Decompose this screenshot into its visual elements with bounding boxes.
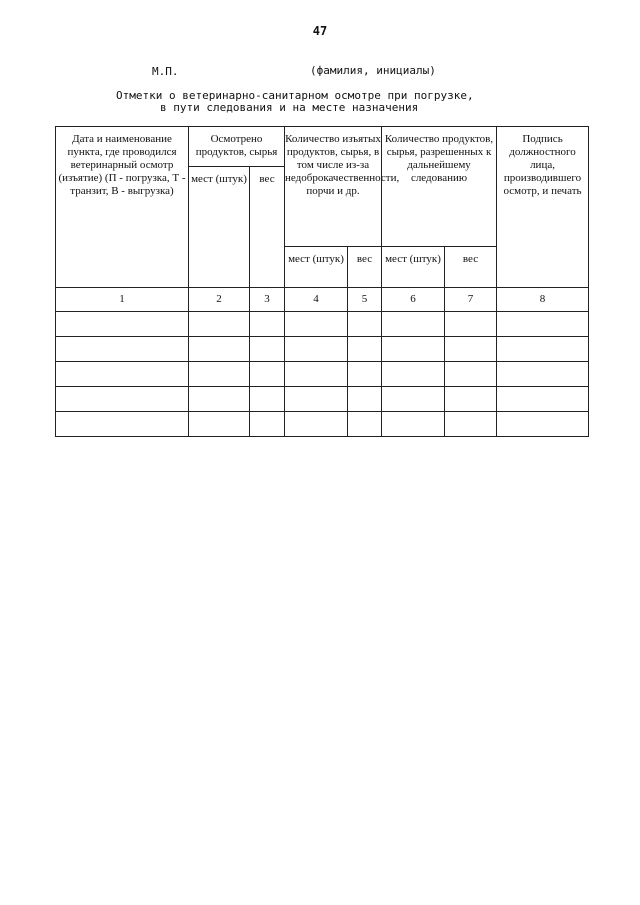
inspection-table xyxy=(55,126,589,437)
table-row xyxy=(56,411,589,436)
column-number: 3 xyxy=(250,287,285,311)
page-number: 47 xyxy=(312,24,328,38)
table-cell xyxy=(445,386,497,411)
table-cell xyxy=(497,386,589,411)
table-cell xyxy=(497,336,589,361)
table-cell xyxy=(285,361,348,386)
column-number: 7 xyxy=(445,287,497,311)
table-cell xyxy=(189,411,250,436)
column-number: 1 xyxy=(56,287,189,311)
header-inspected-places: мест (штук) xyxy=(189,167,250,287)
table-cell xyxy=(285,311,348,336)
header-signature: Подпись должностного лица, производившего осмотр, и печать xyxy=(497,127,589,288)
table-cell xyxy=(348,411,382,436)
table-cell xyxy=(56,336,189,361)
table-cell xyxy=(250,386,285,411)
column-number: 6 xyxy=(382,287,445,311)
table-caption-line-1: Отметки о ветеринарно-санитарном осмотре при погрузке, xyxy=(116,89,474,102)
table-cell xyxy=(497,411,589,436)
table-caption-line-2: в пути следования и на месте назначения xyxy=(160,101,419,114)
table-cell xyxy=(348,311,382,336)
header-permitted-weight: вес xyxy=(445,247,497,287)
table-cell xyxy=(382,411,445,436)
header-permitted: Количество продуктов, сырья, разрешенных к дальнейшему следованию xyxy=(382,127,497,247)
table-cell xyxy=(189,336,250,361)
stamp-place-label: М.П. xyxy=(152,65,179,78)
header-removed: Количество изъятых продуктов, сырья, в том числе из-за недоброкачественности, порчи и др. xyxy=(285,127,382,247)
signature-caption: (фамилия, инициалы) xyxy=(310,64,436,77)
table-row xyxy=(56,336,589,361)
table-cell xyxy=(445,311,497,336)
table-cell xyxy=(382,336,445,361)
table-cell xyxy=(56,361,189,386)
table-row xyxy=(56,386,589,411)
table-cell xyxy=(250,336,285,361)
column-number: 8 xyxy=(497,287,589,311)
table-cell xyxy=(285,386,348,411)
header-date-place: Дата и наименование пункта, где проводился ветеринарный осмотр (изъятие) (П - погрузка, Т - транзит, В - выгрузка) xyxy=(56,127,189,288)
table-cell xyxy=(189,311,250,336)
header-row-1 xyxy=(56,127,589,167)
column-number: 2 xyxy=(189,287,250,311)
table-cell xyxy=(250,411,285,436)
table-cell xyxy=(348,336,382,361)
header-permitted-places: мест (штук) xyxy=(382,247,445,287)
table-cell xyxy=(445,411,497,436)
table-cell xyxy=(445,336,497,361)
header-removed-weight: вес xyxy=(348,247,382,287)
table-row xyxy=(56,361,589,386)
table-row xyxy=(56,311,589,336)
table-cell xyxy=(348,361,382,386)
table-cell xyxy=(445,361,497,386)
table-cell xyxy=(348,386,382,411)
table-cell xyxy=(250,311,285,336)
column-number: 5 xyxy=(348,287,382,311)
table-cell xyxy=(56,411,189,436)
column-number: 4 xyxy=(285,287,348,311)
table-cell xyxy=(250,361,285,386)
table-cell xyxy=(56,311,189,336)
header-inspected: Осмотрено продуктов, сырья xyxy=(189,127,285,167)
table-cell xyxy=(497,311,589,336)
table-cell xyxy=(382,311,445,336)
table-cell xyxy=(382,386,445,411)
header-inspected-weight: вес xyxy=(250,167,285,287)
table-cell xyxy=(189,386,250,411)
table-cell xyxy=(189,361,250,386)
column-number-row xyxy=(56,287,589,311)
table-cell xyxy=(285,411,348,436)
table-cell xyxy=(285,336,348,361)
table-cell xyxy=(382,361,445,386)
header-removed-places: мест (штук) xyxy=(285,247,348,287)
table-cell xyxy=(497,361,589,386)
table-cell xyxy=(56,386,189,411)
